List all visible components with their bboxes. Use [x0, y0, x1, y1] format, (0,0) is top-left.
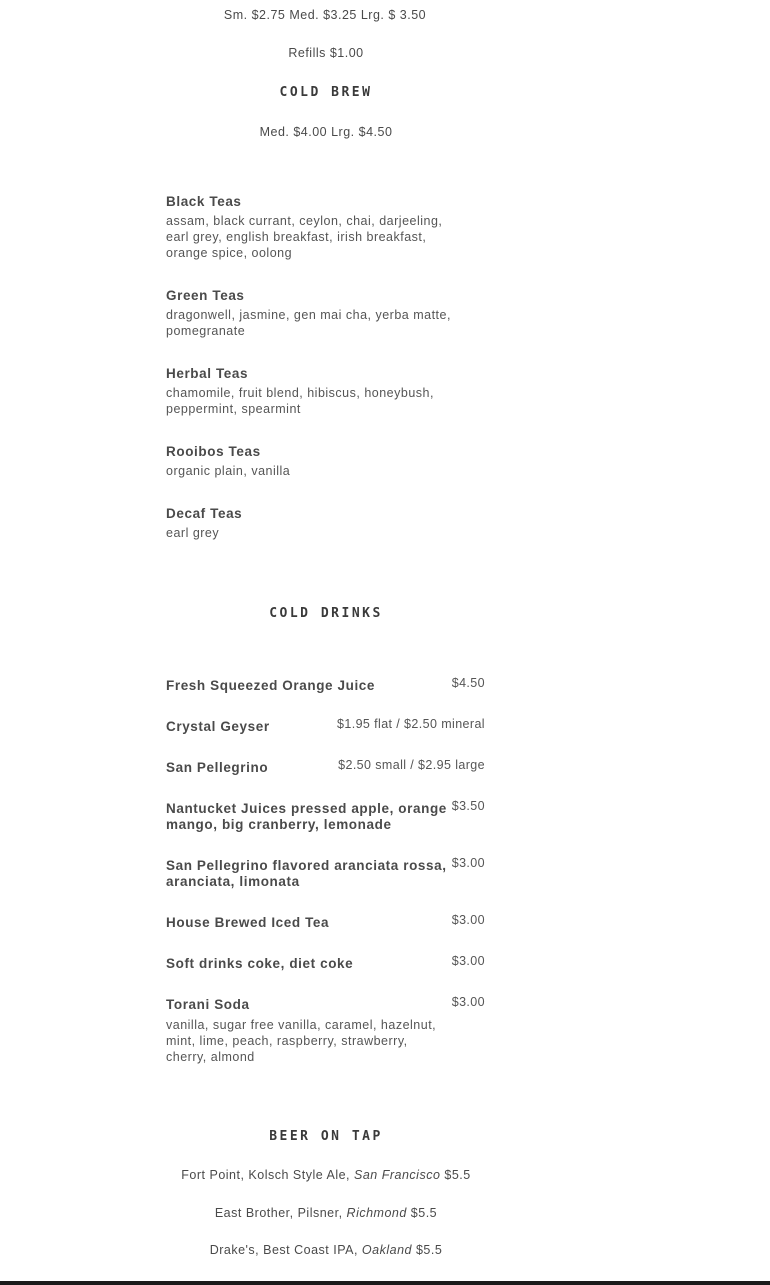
cold-brew-prices: Med. $4.00 Lrg. $4.50: [259, 125, 393, 139]
drink-name: Torani Soda: [166, 997, 250, 1012]
tea-item-decaf: [166, 505, 451, 541]
drink-price: $3.50: [451, 799, 485, 813]
tea-description: dragonwell, jasmine, gen mai cha, yerba matte, pomegranate: [166, 308, 451, 338]
tea-item-rooibos: [166, 443, 451, 479]
beer-city: San Francisco: [354, 1168, 441, 1182]
drink-item-pellegrino-flavored: [166, 858, 485, 890]
drink-price: $3.00: [451, 995, 485, 1009]
tea-name: Herbal Teas: [166, 366, 249, 381]
drink-price: $3.00: [451, 954, 485, 968]
beer-description: Drake's, Best Coast IPA,: [209, 1243, 362, 1257]
tea-item-herbal: [166, 365, 451, 417]
beer-description: East Brother, Pilsner,: [214, 1206, 347, 1220]
cold-brew-heading: COLD BREW: [279, 85, 373, 100]
refills-price: Refills $1.00: [288, 46, 364, 60]
drink-item-crystal-geyser: [166, 719, 485, 735]
drink-price: $3.00: [451, 913, 485, 927]
beer-description: Fort Point, Kolsch Style Ale,: [181, 1168, 354, 1182]
drink-name: Soft drinks coke, diet coke: [166, 956, 354, 971]
tea-item-green: [166, 287, 451, 339]
drink-price: $3.00: [451, 856, 485, 870]
drink-price: $1.95 flat / $2.50 mineral: [337, 717, 485, 731]
beer-price: $5.5: [411, 1243, 443, 1257]
drink-name: Crystal Geyser: [166, 719, 270, 734]
drink-price: $2.50 small / $2.95 large: [338, 758, 485, 772]
coffee-size-prices: Sm. $2.75 Med. $3.25 Lrg. $ 3.50: [223, 8, 427, 22]
drink-price: $4.50: [451, 676, 485, 690]
tea-description: assam, black currant, ceylon, chai, darjeeling, earl grey, english breakfast, irish breakfast, orange spice, oolong: [166, 214, 443, 260]
drink-item-iced-tea: [166, 915, 485, 931]
tea-description: chamomile, fruit blend, hibiscus, honeybush, peppermint, spearmint: [166, 386, 434, 416]
drink-item-torani-soda: [166, 997, 485, 1065]
drink-description: vanilla, sugar free vanilla, caramel, hazelnut, mint, lime, peach, raspberry, strawberry, cherry, almond: [166, 1018, 437, 1064]
tea-item-black: [166, 193, 451, 261]
tea-name: Black Teas: [166, 194, 242, 209]
beer-city: Richmond: [346, 1206, 407, 1220]
beer-item-drakes: [166, 1243, 486, 1257]
drink-name: San Pellegrino: [166, 760, 269, 775]
drink-name: Nantucket Juices pressed apple, orange mango, big cranberry, lemonade: [166, 801, 447, 832]
bottom-divider: [0, 1281, 770, 1285]
beer-price: $5.5: [406, 1206, 438, 1220]
drink-item-orange-juice: [166, 678, 485, 694]
beer-item-east-brother: [166, 1206, 486, 1220]
drink-item-san-pellegrino: [166, 760, 485, 776]
drink-name: House Brewed Iced Tea: [166, 915, 330, 930]
beer-on-tap-heading: BEER ON TAP: [269, 1129, 383, 1144]
tea-name: Decaf Teas: [166, 506, 243, 521]
beer-price: $5.5: [440, 1168, 471, 1182]
drink-name: Fresh Squeezed Orange Juice: [166, 678, 376, 693]
drink-item-soft-drinks: [166, 956, 485, 972]
drink-name: San Pellegrino flavored aranciata rossa, aranciata, limonata: [166, 858, 447, 889]
cold-drinks-heading: COLD DRINKS: [269, 606, 383, 621]
tea-description: earl grey: [166, 526, 220, 540]
beer-item-fort-point: [166, 1168, 486, 1182]
drink-item-nantucket-juices: [166, 801, 485, 833]
tea-description: organic plain, vanilla: [166, 464, 291, 478]
tea-name: Green Teas: [166, 288, 245, 303]
tea-name: Rooibos Teas: [166, 444, 261, 459]
beer-city: Oakland: [361, 1243, 412, 1257]
